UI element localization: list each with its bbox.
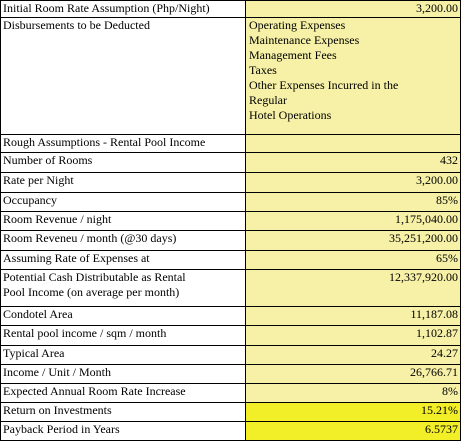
row-label[interactable]: Typical Area	[1, 346, 246, 365]
row-value[interactable]	[246, 135, 461, 153]
row-label[interactable]: Return on Investments	[1, 403, 246, 422]
row-label[interactable]: Income / Unit / Month	[1, 365, 246, 384]
list-item: Management Fees	[249, 48, 337, 62]
row-label[interactable]: Rough Assumptions - Rental Pool Income	[1, 135, 246, 153]
row-label[interactable]: Occupancy	[1, 193, 246, 212]
table-row	[1, 384, 461, 403]
row-value[interactable]: 432	[246, 153, 461, 173]
row-label[interactable]: Initial Room Rate Assumption (Php/Night)	[1, 1, 246, 18]
row-label[interactable]: Room Reveneu / month (@30 days)	[1, 231, 246, 251]
list-item: Operating Expenses	[249, 18, 346, 32]
table-row	[1, 251, 461, 270]
table-row	[1, 153, 461, 173]
table-row	[1, 18, 461, 135]
row-label[interactable]: Rate per Night	[1, 173, 246, 193]
table-row	[1, 193, 461, 212]
row-value[interactable]: 65%	[246, 251, 461, 270]
row-value[interactable]: 24.27	[246, 346, 461, 365]
table-row	[1, 1, 461, 18]
row-value[interactable]: 1,102.87	[246, 326, 461, 346]
table-row	[1, 422, 461, 441]
row-label[interactable]: Payback Period in Years	[1, 422, 246, 441]
disbursement-list[interactable]	[246, 18, 461, 135]
list-item: Other Expenses Incurred in the	[249, 78, 399, 92]
row-value[interactable]: 26,766.71	[246, 365, 461, 384]
row-label[interactable]: Rental pool income / sqm / month	[1, 326, 246, 346]
list-item: Taxes	[249, 63, 277, 77]
table-row	[1, 212, 461, 231]
row-label[interactable]: Number of Rooms	[1, 153, 246, 173]
row-label[interactable]: Assuming Rate of Expenses at	[1, 251, 246, 270]
table-row	[1, 231, 461, 251]
list-item: Regular	[249, 93, 287, 107]
table-row	[1, 326, 461, 346]
row-label-line: Potential Cash Distributable as Rental	[3, 270, 186, 284]
table-row	[1, 365, 461, 384]
list-item: Maintenance Expenses	[249, 33, 360, 47]
row-label[interactable]: Condotel Area	[1, 307, 246, 326]
row-value[interactable]: 85%	[246, 193, 461, 212]
row-value[interactable]: 35,251,200.00	[246, 231, 461, 251]
row-label[interactable]: Room Revenue / night	[1, 212, 246, 231]
row-value[interactable]: 12,337,920.00	[246, 270, 461, 307]
list-item: Hotel Operations	[249, 108, 332, 122]
row-label-line: Pool Income (on average per month)	[3, 285, 180, 299]
table-row	[1, 135, 461, 153]
table-row	[1, 403, 461, 422]
payback-value[interactable]: 6.5737	[246, 422, 461, 441]
table-row	[1, 307, 461, 326]
row-value[interactable]: 3,200.00	[246, 173, 461, 193]
row-value[interactable]: 11,187.08	[246, 307, 461, 326]
row-label[interactable]: Disbursements to be Deducted	[1, 18, 246, 135]
table-row	[1, 270, 461, 307]
row-label[interactable]	[1, 270, 246, 307]
table-row	[1, 173, 461, 193]
roi-value[interactable]: 15.21%	[246, 403, 461, 422]
row-value[interactable]: 3,200.00	[246, 1, 461, 18]
row-label[interactable]: Expected Annual Room Rate Increase	[1, 384, 246, 403]
row-value[interactable]: 8%	[246, 384, 461, 403]
table-row	[1, 346, 461, 365]
row-value[interactable]: 1,175,040.00	[246, 212, 461, 231]
